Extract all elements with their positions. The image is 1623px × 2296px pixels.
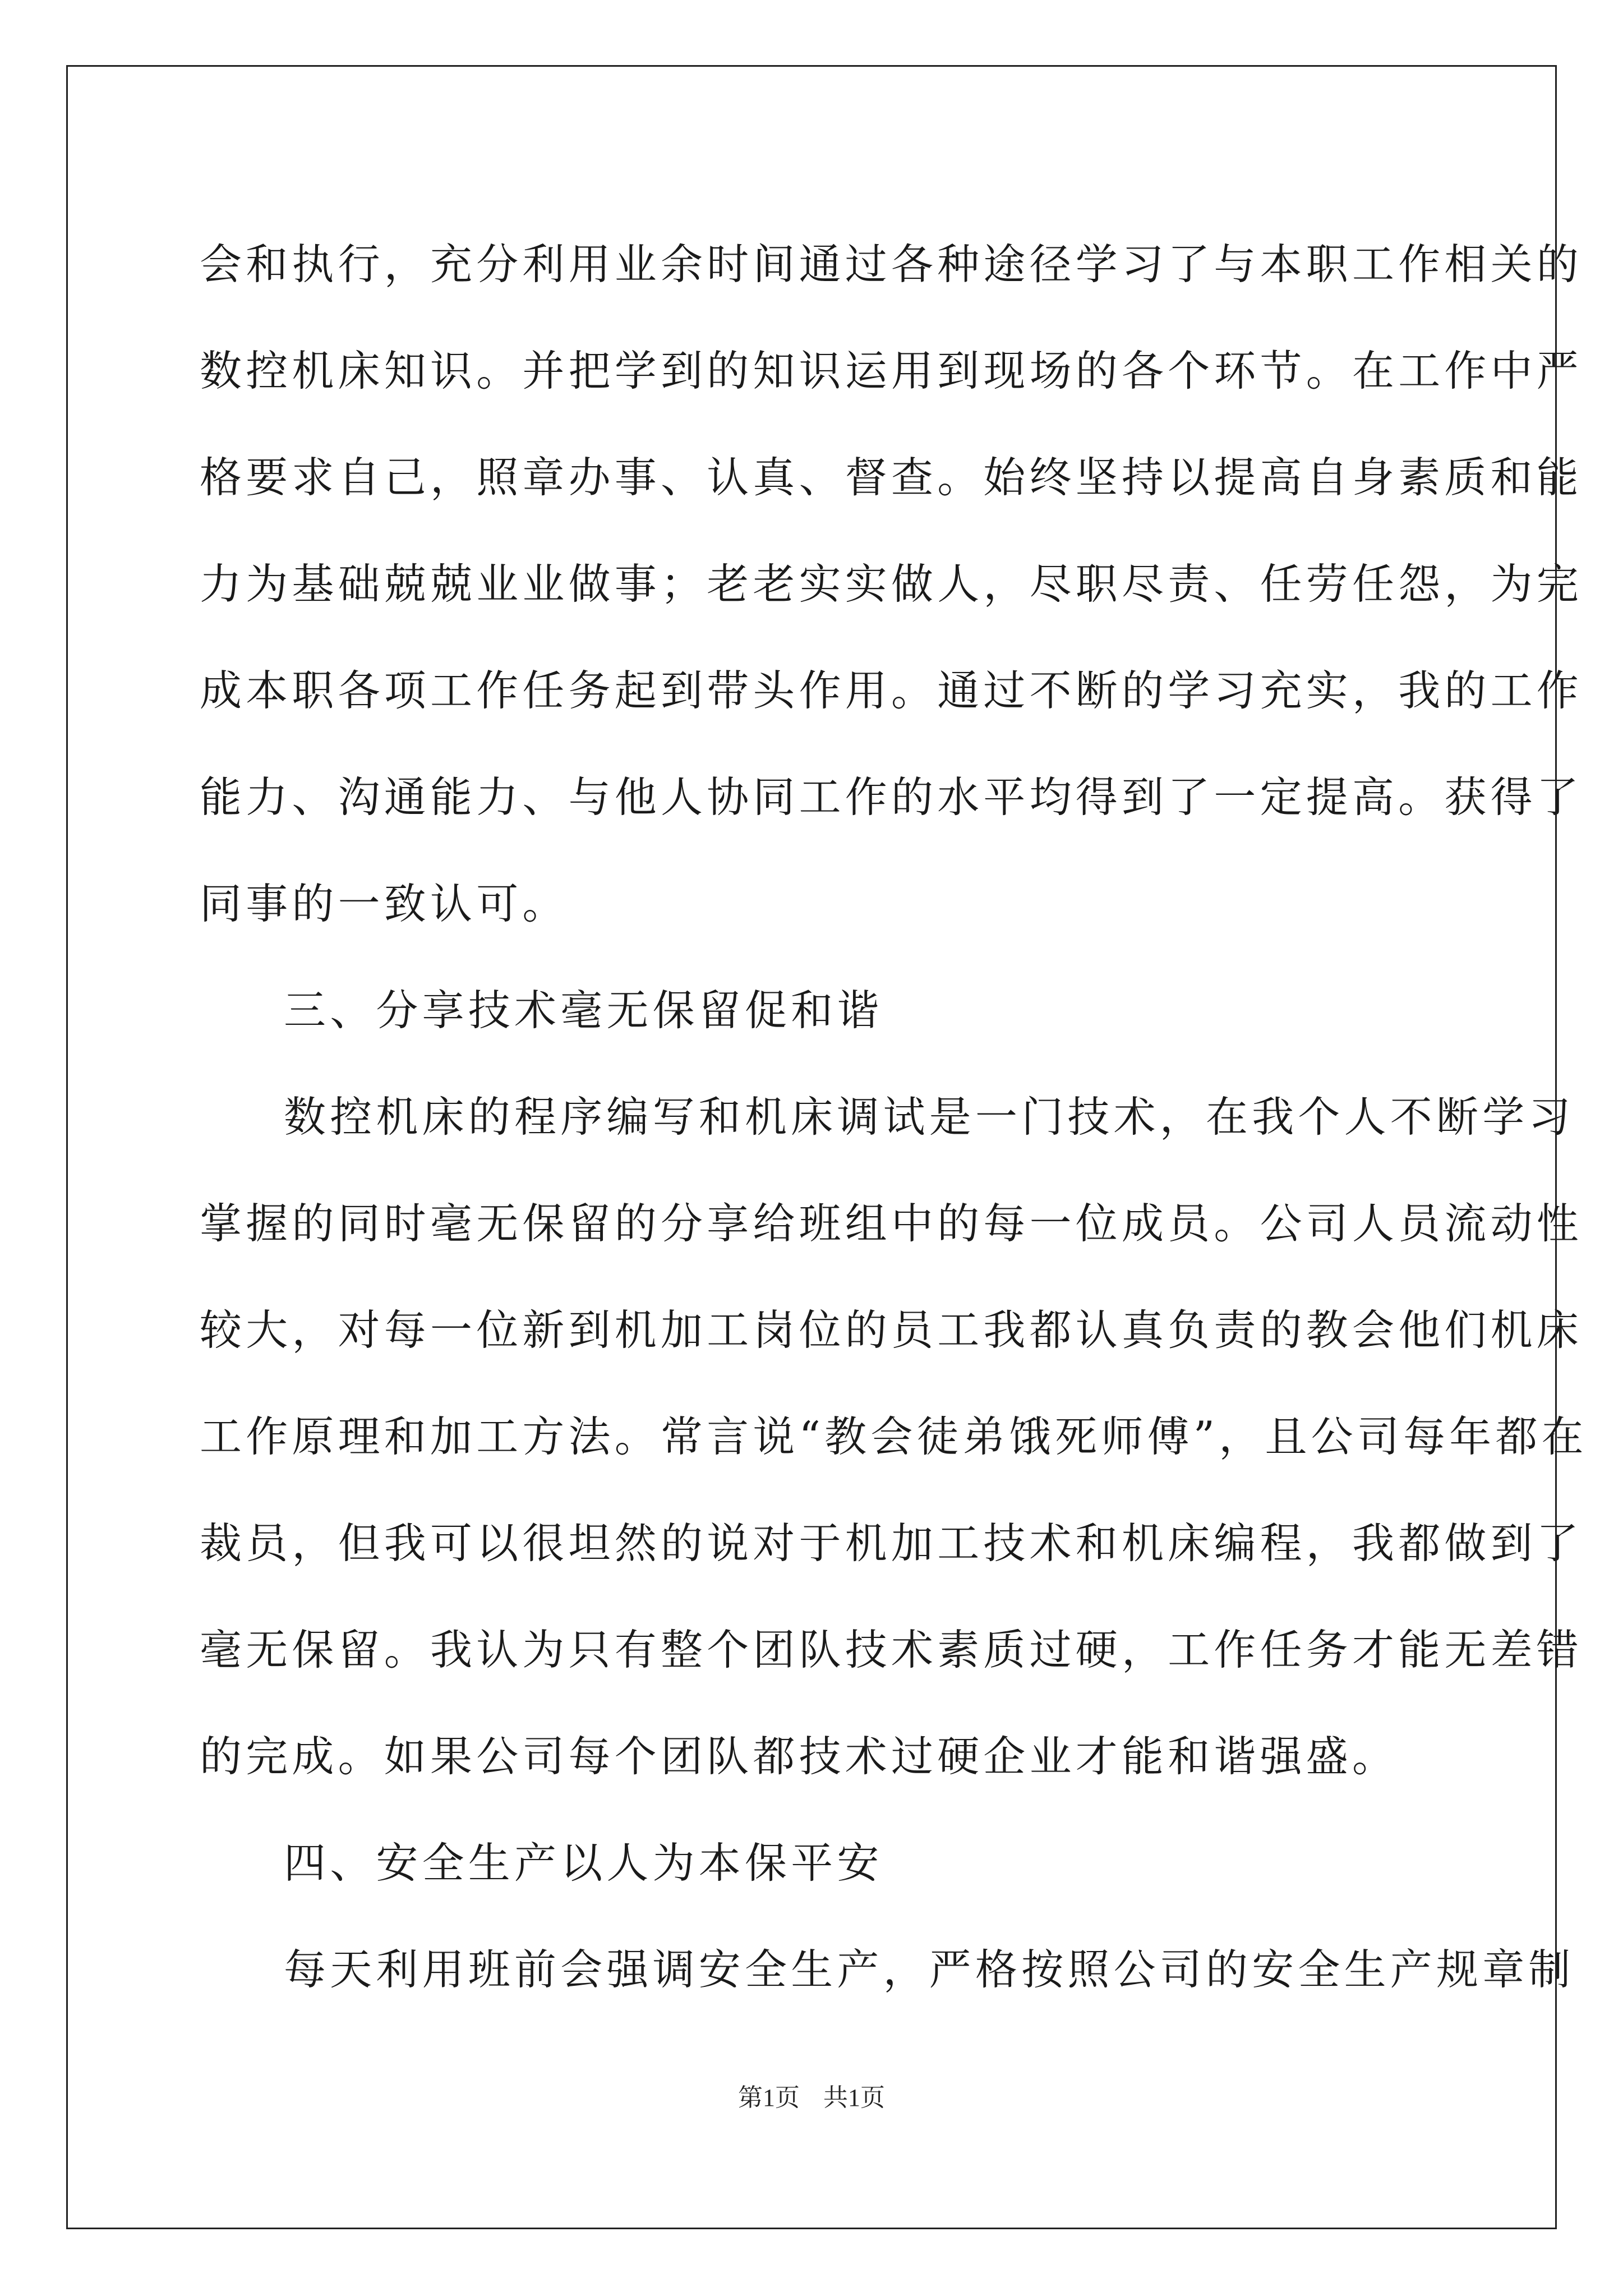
paragraph-line: 较大，对每一位新到机加工岗位的员工我都认真负责的教会他们机床 <box>200 1305 1583 1355</box>
page-footer <box>0 2081 1623 2115</box>
document-body <box>200 211 1588 2023</box>
paragraph-line: 能力、沟通能力、与他人协同工作的水平均得到了一定提高。获得了 <box>200 772 1583 822</box>
section-heading: 三、分享技术毫无保留促和谐 <box>284 986 883 1035</box>
page-total: 共1页 <box>823 2084 885 2111</box>
paragraph-line: 裁员，但我可以很坦然的说对于机加工技术和机床编程，我都做到了 <box>200 1519 1583 1568</box>
paragraph-line: 的完成。如果公司每个团队都技术过硬企业才能和谐强盛。 <box>200 1732 1399 1781</box>
paragraph-line: 数控机床的程序编写和机床调试是一门技术，在我个人不断学习 <box>284 1092 1575 1142</box>
paragraph-line: 格要求自己，照章办事、认真、督查。始终坚持以提高自身素质和能 <box>200 453 1583 502</box>
paragraph-line: 数控机床知识。并把学到的知识运用到现场的各个环节。在工作中严 <box>200 346 1583 395</box>
paragraph-line: 同事的一致认可。 <box>200 879 569 928</box>
paragraph-line: 工作原理和加工方法。常言说“教会徒弟饿死师傅”，且公司每年都在 <box>200 1412 1588 1461</box>
paragraph-line: 每天利用班前会强调安全生产，严格按照公司的安全生产规章制 <box>284 1945 1575 1994</box>
page-number: 第1页 <box>738 2084 800 2111</box>
paragraph-line: 掌握的同时毫无保留的分享给班组中的每一位成员。公司人员流动性 <box>200 1199 1583 1248</box>
paragraph-line: 毫无保留。我认为只有整个团队技术素质过硬，工作任务才能无差错 <box>200 1625 1583 1674</box>
paragraph-line: 力为基础兢兢业业做事；老老实实做人，尽职尽责、任劳任怨，为完 <box>200 559 1583 609</box>
paragraph-line: 成本职各项工作任务起到带头作用。通过不断的学习充实，我的工作 <box>200 666 1583 715</box>
section-heading: 四、安全生产以人为本保平安 <box>284 1838 883 1888</box>
paragraph-line: 会和执行，充分利用业余时间通过各种途径学习了与本职工作相关的 <box>200 240 1583 289</box>
